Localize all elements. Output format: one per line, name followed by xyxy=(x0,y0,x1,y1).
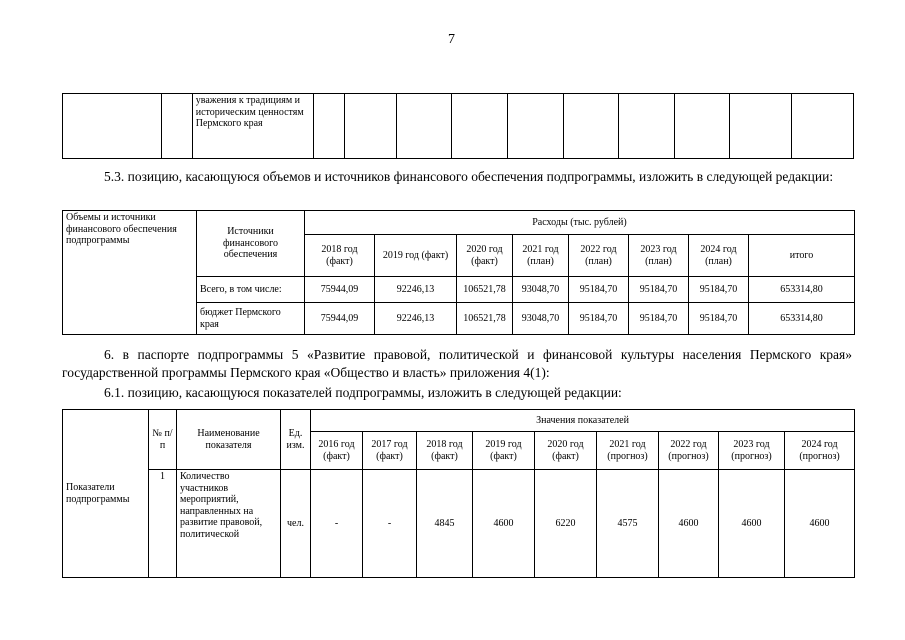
top-cell xyxy=(63,94,162,159)
indicators-value: 4600 xyxy=(719,470,785,578)
top-cell xyxy=(452,94,508,159)
indicators-row xyxy=(63,470,855,578)
indicators-year-header: 2018 год (факт) xyxy=(417,432,473,470)
finance-year-header: 2024 год (план) xyxy=(689,235,749,277)
top-cell xyxy=(619,94,675,159)
finance-year-header: 2019 год (факт) xyxy=(375,235,457,277)
indicators-year-header: 2024 год (прогноз) xyxy=(785,432,855,470)
finance-year-header: 2021 год (план) xyxy=(513,235,569,277)
indicators-year-header: 2022 год (прогноз) xyxy=(659,432,719,470)
indicators-year-header: 2023 год (прогноз) xyxy=(719,432,785,470)
finance-row-label: бюджет Пермского края xyxy=(197,303,305,335)
indicators-name-header: Наименование показателя xyxy=(177,410,281,470)
finance-sources-header: Источники финансового обеспечения xyxy=(197,211,305,277)
finance-year-header: 2023 год (план) xyxy=(629,235,689,277)
indicators-value: 4600 xyxy=(473,470,535,578)
top-cell xyxy=(674,94,730,159)
indicators-row-label: Показатели подпрограммы xyxy=(63,410,149,578)
indicators-value: 4845 xyxy=(417,470,473,578)
top-cell xyxy=(507,94,563,159)
top-table xyxy=(62,93,854,159)
finance-value: 92246,13 xyxy=(375,277,457,303)
indicators-year-header: 2019 год (факт) xyxy=(473,432,535,470)
top-cell xyxy=(314,94,345,159)
finance-value: 95184,70 xyxy=(569,277,629,303)
finance-value: 93048,70 xyxy=(513,277,569,303)
indicators-year-header: 2016 год (факт) xyxy=(311,432,363,470)
indicators-values-header: Значения показателей xyxy=(311,410,855,432)
finance-value: 95184,70 xyxy=(689,277,749,303)
top-cell xyxy=(730,94,792,159)
page-number: 7 xyxy=(448,32,455,47)
finance-row-label: Всего, в том числе: xyxy=(197,277,305,303)
indicators-value: 4600 xyxy=(785,470,855,578)
finance-value: 653314,80 xyxy=(749,277,855,303)
indicators-value: 4575 xyxy=(597,470,659,578)
top-table-text: уважения к традициям и историческим ценностям Пермского края xyxy=(192,94,314,159)
finance-value: 95184,70 xyxy=(569,303,629,335)
finance-year-header: итого xyxy=(749,235,855,277)
indicators-row-num: 1 xyxy=(149,470,177,578)
indicators-num-header: № п/п xyxy=(149,410,177,470)
paragraph-6-1: 6.1. позицию, касающуюся показателей подпрограммы, изложить в следующей редакции: xyxy=(104,385,622,400)
paragraph-6: 6. в паспорте подпрограммы 5 «Развитие правовой, политической и финансовой культуры населения Пермского края» государственной программы Пермского края «Общество и власть» приложения 4(1): xyxy=(62,347,852,380)
finance-value: 93048,70 xyxy=(513,303,569,335)
indicators-year-header: 2017 год (факт) xyxy=(363,432,417,470)
indicators-year-header: 2021 год (прогноз) xyxy=(597,432,659,470)
finance-expenses-header: Расходы (тыс. рублей) xyxy=(305,211,855,235)
top-cell xyxy=(345,94,396,159)
finance-value: 75944,09 xyxy=(305,303,375,335)
paragraph-5-3: 5.3. позицию, касающуюся объемов и источников финансового обеспечения подпрограммы, изложить в следующей редакции: xyxy=(104,169,834,184)
indicators-unit-header: Ед. изм. xyxy=(281,410,311,470)
finance-value: 75944,09 xyxy=(305,277,375,303)
indicators-value: 6220 xyxy=(535,470,597,578)
top-cell xyxy=(396,94,452,159)
top-cell xyxy=(563,94,619,159)
finance-year-header: 2022 год (план) xyxy=(569,235,629,277)
indicators-year-header: 2020 год (факт) xyxy=(535,432,597,470)
finance-value: 92246,13 xyxy=(375,303,457,335)
indicators-row-name: Количество участников мероприятий, направленных на развитие правовой, политической xyxy=(177,470,281,578)
finance-year-header: 2018 год (факт) xyxy=(305,235,375,277)
indicators-value: - xyxy=(311,470,363,578)
finance-value: 95184,70 xyxy=(689,303,749,335)
indicators-value: 4600 xyxy=(659,470,719,578)
top-cell xyxy=(792,94,854,159)
finance-value: 106521,78 xyxy=(457,303,513,335)
finance-value: 653314,80 xyxy=(749,303,855,335)
finance-row-header: Объемы и источники финансового обеспечения подпрограммы xyxy=(63,211,197,335)
indicators-row-unit: чел. xyxy=(281,470,311,578)
finance-value: 95184,70 xyxy=(629,303,689,335)
finance-value: 106521,78 xyxy=(457,277,513,303)
finance-year-header: 2020 год (факт) xyxy=(457,235,513,277)
finance-table xyxy=(62,210,855,335)
indicators-value: - xyxy=(363,470,417,578)
finance-value: 95184,70 xyxy=(629,277,689,303)
top-cell xyxy=(161,94,192,159)
indicators-table xyxy=(62,409,855,578)
